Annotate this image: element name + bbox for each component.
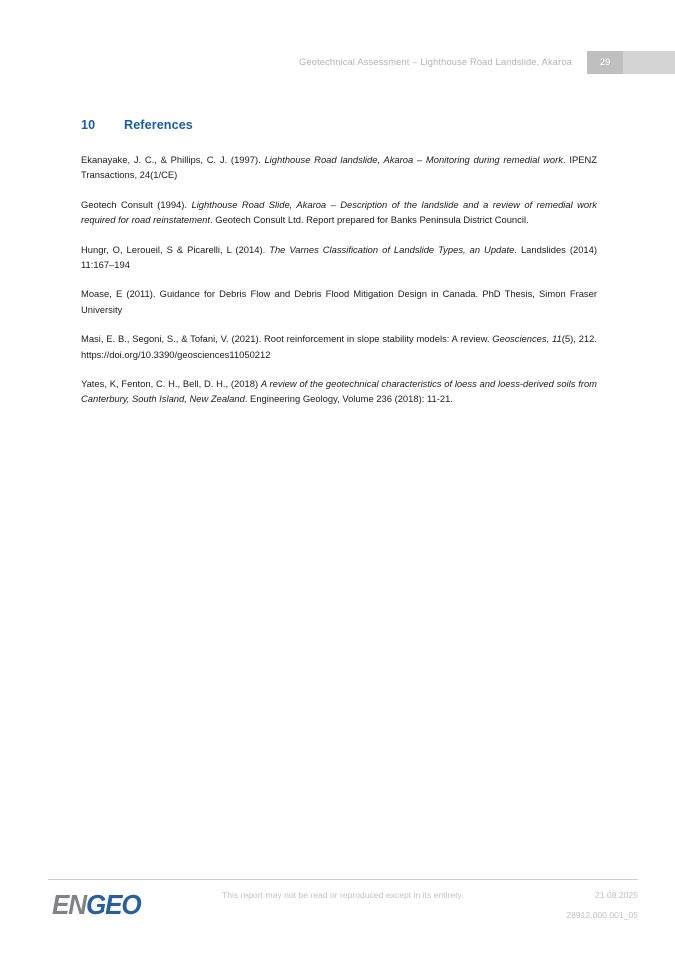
section-number: 10 — [81, 118, 96, 132]
header-document-title: Geotechnical Assessment – Lighthouse Road Landslide, Akaroa — [299, 57, 572, 67]
page-header — [0, 51, 675, 74]
reference-text: Ekanayake, J. C., & Phillips, C. J. (1997). — [81, 154, 265, 165]
footer-document-number: 28912.000.001_05 — [566, 910, 638, 920]
header-page-number: 29 — [599, 57, 611, 67]
reference-text: . Landslides (2014) 11:167–194 — [81, 243, 598, 271]
logo-text-en: EN — [52, 889, 86, 920]
engeo-logo — [52, 889, 140, 921]
reference-text: Hungr, O, Leroueil, S & Picarelli, L (2014). — [81, 243, 270, 255]
reference-text: Masi, E. B., Segoni, S., & Tofani, V. (2021). Root reinforcement in slope stability models: A review. — [81, 333, 493, 345]
footer-divider — [48, 879, 638, 880]
reference-entry — [81, 197, 597, 228]
footer-date: 21.08.2025 — [594, 890, 638, 900]
reference-text: Geotech Consult (1994). — [81, 198, 192, 210]
reference-title-italic: Lighthouse Road landslide, Akaroa – Monitoring during remedial work — [264, 154, 563, 165]
reference-title-italic: Geosciences, 11 — [492, 333, 562, 345]
reference-text: (5), 212. https://doi.org/10.3390/geosciences11050212 — [81, 333, 597, 360]
reference-title-italic: A review of the geotechnical characteristics of loess and loess-derived soils from Canterbury, South Island, New Zealand — [81, 378, 597, 405]
reference-text: . IPENZ Transactions, 24(1/CE) — [81, 154, 597, 181]
reference-list — [81, 152, 597, 407]
logo-text-geo: GEO — [85, 889, 141, 920]
section-heading — [81, 118, 597, 132]
reference-text: . Engineering Geology, Volume 236 (2018): 11-21. — [244, 393, 453, 405]
reference-text: . Geotech Consult Ltd. Report prepared for Banks Peninsula District Council. — [210, 214, 529, 226]
section-title: References — [124, 118, 193, 132]
reference-title-italic: The Varnes Classification of Landslide Types, an Update — [269, 243, 515, 255]
reference-title-italic: Lighthouse Road Slide, Akaroa – Description of the landslide and a review of remedial work required for road reinstatement — [81, 198, 597, 226]
reference-text: Yates, K, Fenton, C. H., Bell, D. H., (2018) — [81, 378, 261, 390]
reference-text: Moase, E (2011). Guidance for Debris Flow and Debris Flood Mitigation Design in Canada. PhD Thesis, Simon Fraser University — [81, 288, 597, 315]
footer-disclaimer: This report may not be read or reproduced except in its entirety. — [222, 890, 464, 900]
reference-entry — [81, 331, 597, 362]
reference-entry — [81, 286, 597, 317]
page-content — [81, 118, 597, 407]
reference-entry — [81, 152, 597, 183]
reference-entry — [81, 242, 597, 273]
reference-entry — [81, 376, 597, 407]
